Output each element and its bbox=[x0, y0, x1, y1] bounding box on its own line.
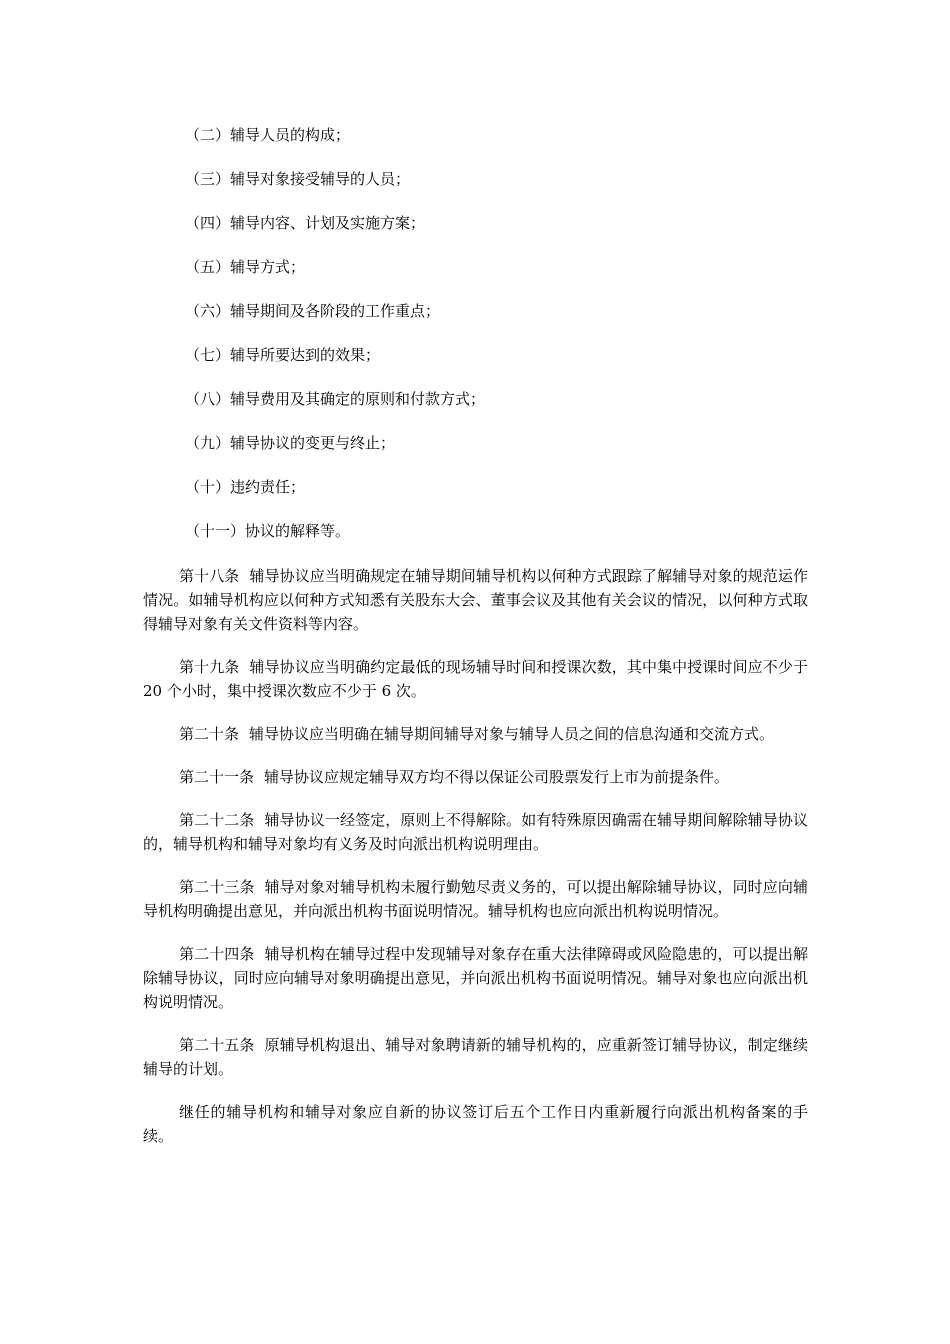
list-item: （十）违约责任； bbox=[185, 478, 306, 496]
list-item: （八）辅导费用及其确定的原则和付款方式； bbox=[185, 390, 486, 408]
article-22 bbox=[143, 808, 808, 856]
article-heading: 第十九条 bbox=[179, 658, 240, 676]
list-item: （九）辅导协议的变更与终止； bbox=[185, 434, 396, 452]
article-text: 原辅导机构退出、辅导对象聘请新的辅导机构的，应重新签订辅导协议，制定继续辅导的计划。 bbox=[143, 1036, 808, 1078]
article-25 bbox=[143, 1033, 808, 1081]
list-item: （二）辅导人员的构成； bbox=[185, 126, 351, 144]
agreement-contents-list bbox=[143, 124, 808, 542]
article-heading: 第二十一条 bbox=[179, 768, 255, 786]
list-item: （四）辅导内容、计划及实施方案； bbox=[185, 214, 426, 232]
article-heading: 第二十五条 bbox=[179, 1036, 255, 1054]
article-21 bbox=[143, 765, 808, 789]
article-heading: 第二十三条 bbox=[179, 878, 255, 896]
article-20 bbox=[143, 722, 808, 746]
article-text: 辅导协议应当明确约定最低的现场辅导时间和授课次数，其中集中授课时间应不少于 20 个小时，集中授课次数应不少于 6 次。 bbox=[143, 658, 808, 700]
article-text: 辅导协议一经签定，原则上不得解除。如有特殊原因确需在辅导期间解除辅导协议的，辅导机构和辅导对象均有义务及时向派出机构说明理由。 bbox=[143, 811, 808, 853]
article-23 bbox=[143, 875, 808, 923]
article-heading: 第二十二条 bbox=[179, 811, 255, 829]
list-item: （十一）协议的解释等。 bbox=[185, 522, 351, 540]
article-text: 辅导对象对辅导机构未履行勤勉尽责义务的，可以提出解除辅导协议，同时应向辅导机构明确提出意见，并向派出机构书面说明情况。辅导机构也应向派出机构说明情况。 bbox=[143, 878, 808, 920]
article-24 bbox=[143, 942, 808, 1014]
list-item: （三）辅导对象接受辅导的人员； bbox=[185, 170, 411, 188]
article-18 bbox=[143, 564, 808, 636]
closing-paragraph: 继任的辅导机构和辅导对象应自新的协议签订后五个工作日内重新履行向派出机构备案的手续。 bbox=[143, 1103, 808, 1145]
article-text: 辅导机构在辅导过程中发现辅导对象存在重大法律障碍或风险隐患的，可以提出解除辅导协议，同时应向辅导对象明确提出意见，并向派出机构书面说明情况。辅导对象也应向派出机构说明情况。 bbox=[143, 945, 808, 1011]
list-item: （五）辅导方式； bbox=[185, 258, 306, 276]
article-text: 辅导协议应规定辅导双方均不得以保证公司股票发行上市为前提条件。 bbox=[264, 768, 730, 786]
article-heading: 第十八条 bbox=[179, 567, 240, 585]
list-item: （六）辅导期间及各阶段的工作重点； bbox=[185, 302, 441, 320]
list-item: （七）辅导所要达到的效果； bbox=[185, 346, 381, 364]
article-text: 辅导协议应当明确在辅导期间辅导对象与辅导人员之间的信息沟通和交流方式。 bbox=[249, 725, 775, 743]
article-19 bbox=[143, 655, 808, 703]
article-heading: 第二十四条 bbox=[179, 945, 255, 963]
article-heading: 第二十条 bbox=[179, 725, 240, 743]
article-text: 辅导协议应当明确规定在辅导期间辅导机构以何种方式跟踪了解辅导对象的规范运作情况。如辅导机构应以何种方式知悉有关股东大会、董事会议及其他有关会议的情况，以何种方式取得辅导对象有关文件资料等内容。 bbox=[143, 567, 808, 633]
document-body bbox=[143, 124, 808, 1167]
